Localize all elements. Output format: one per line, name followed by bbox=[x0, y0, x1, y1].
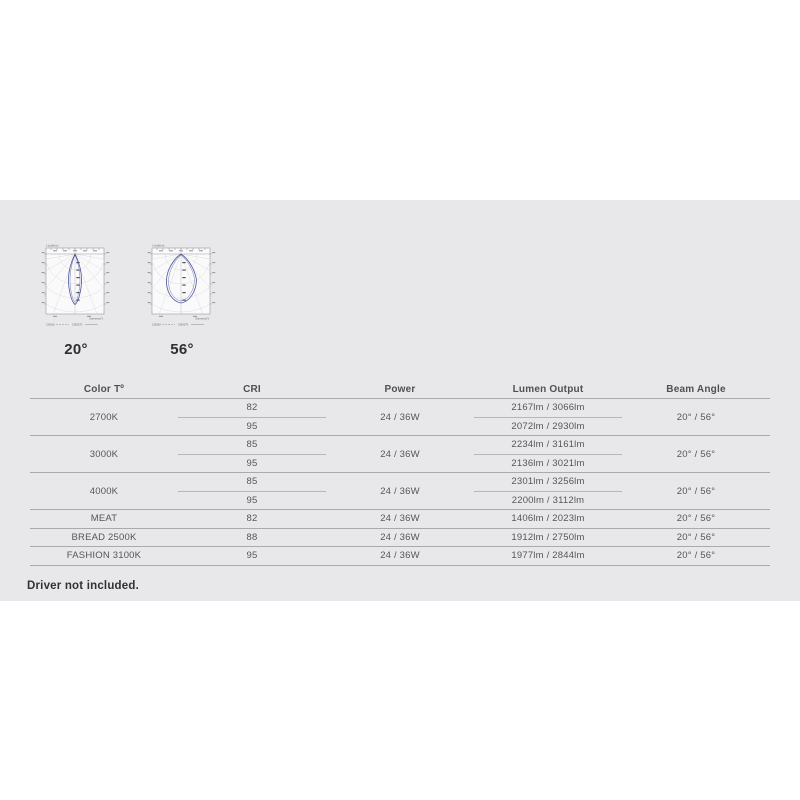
table-row bbox=[30, 529, 770, 548]
table-header-row bbox=[30, 381, 770, 399]
beam-angle-label-56: 56° bbox=[170, 341, 194, 358]
cell-lumen bbox=[474, 399, 622, 435]
header-color-t: Color Tº bbox=[83, 384, 125, 395]
cell-cri-value: 85 bbox=[246, 439, 258, 451]
cell-lumen-value: 2136lm / 3021lm bbox=[511, 457, 585, 469]
driver-note: Driver not included. bbox=[27, 580, 139, 592]
table-row bbox=[30, 436, 770, 473]
svg-text:I (cd/klm): I (cd/klm) bbox=[152, 243, 165, 248]
header-lumen-output: Lumen Output bbox=[512, 384, 584, 395]
cell-lumen-value: 1977lm / 2844lm bbox=[511, 550, 585, 562]
cell-cri bbox=[178, 473, 326, 509]
table-row bbox=[30, 399, 770, 436]
cell-cri-value: 95 bbox=[246, 420, 258, 432]
table-row bbox=[30, 547, 770, 566]
photometric-diagram-20deg bbox=[41, 240, 111, 358]
header-beam-angle: Beam Angle bbox=[666, 384, 726, 395]
header-power: Power bbox=[384, 384, 416, 395]
cell-cri bbox=[178, 399, 326, 435]
cell-color-t: 2700K bbox=[89, 411, 119, 423]
cell-lumen-value: 1912lm / 2750lm bbox=[511, 531, 585, 543]
cell-cri bbox=[178, 529, 326, 547]
cell-cri-value: 85 bbox=[246, 476, 258, 488]
svg-text:C0/180: C0/180 bbox=[46, 323, 55, 327]
cell-beam-angle: 20° / 56° bbox=[676, 550, 716, 562]
svg-text:C90/270: C90/270 bbox=[178, 323, 189, 327]
photometric-chart-narrow-icon bbox=[41, 240, 111, 328]
photometric-diagram-56deg bbox=[147, 240, 217, 358]
cell-color-t: FASHION 3100K bbox=[66, 550, 142, 562]
cell-beam-angle: 20° / 56° bbox=[676, 411, 716, 423]
cell-power: 24 / 36W bbox=[380, 531, 420, 543]
cell-cri bbox=[178, 510, 326, 528]
cell-lumen bbox=[474, 436, 622, 472]
photometric-chart-wide-icon bbox=[147, 240, 217, 328]
table-row bbox=[30, 473, 770, 510]
spec-panel bbox=[0, 200, 800, 601]
svg-text:I (cd/klm): I (cd/klm) bbox=[46, 243, 59, 248]
cell-power: 24 / 36W bbox=[380, 411, 420, 423]
cell-cri-value: 82 bbox=[246, 402, 258, 414]
cell-lumen-value: 2167lm / 3066lm bbox=[511, 402, 585, 414]
cell-lumen bbox=[474, 473, 622, 509]
cell-power: 24 / 36W bbox=[380, 550, 420, 562]
table-row bbox=[30, 510, 770, 529]
cell-cri bbox=[178, 436, 326, 472]
beam-angle-label-20: 20° bbox=[64, 341, 88, 358]
svg-text:C0/180: C0/180 bbox=[152, 323, 161, 327]
cell-color-t: MEAT bbox=[90, 513, 118, 525]
cell-lumen bbox=[474, 529, 622, 547]
cell-cri-value: 88 bbox=[246, 531, 258, 543]
cell-lumen-value: 2234lm / 3161lm bbox=[511, 439, 585, 451]
svg-text:Gamma(°): Gamma(°) bbox=[89, 316, 103, 321]
cell-power: 24 / 36W bbox=[380, 513, 420, 525]
cell-lumen-value: 2200lm / 3112lm bbox=[511, 494, 585, 506]
cell-cri-value: 82 bbox=[246, 513, 258, 525]
cell-color-t: 4000K bbox=[89, 485, 119, 497]
cell-cri-value: 95 bbox=[246, 494, 258, 506]
cell-lumen-value: 1406lm / 2023lm bbox=[511, 513, 585, 525]
cell-color-t: BREAD 2500K bbox=[71, 531, 137, 543]
cell-lumen bbox=[474, 510, 622, 528]
cell-beam-angle: 20° / 56° bbox=[676, 485, 716, 497]
cell-beam-angle: 20° / 56° bbox=[676, 448, 716, 460]
cell-beam-angle: 20° / 56° bbox=[676, 531, 716, 543]
cell-lumen-value: 2301lm / 3256lm bbox=[511, 476, 585, 488]
cell-cri-value: 95 bbox=[246, 457, 258, 469]
cell-lumen-value: 2072lm / 2930lm bbox=[511, 420, 585, 432]
header-cri: CRI bbox=[243, 384, 261, 395]
cell-power: 24 / 36W bbox=[380, 485, 420, 497]
cell-cri bbox=[178, 547, 326, 565]
cell-power: 24 / 36W bbox=[380, 448, 420, 460]
svg-text:C90/270: C90/270 bbox=[72, 323, 83, 327]
cell-lumen bbox=[474, 547, 622, 565]
svg-text:Gamma(°): Gamma(°) bbox=[195, 316, 209, 321]
cell-beam-angle: 20° / 56° bbox=[676, 513, 716, 525]
cell-cri-value: 95 bbox=[246, 550, 258, 562]
cell-color-t: 3000K bbox=[89, 448, 119, 460]
spec-table bbox=[30, 381, 770, 566]
